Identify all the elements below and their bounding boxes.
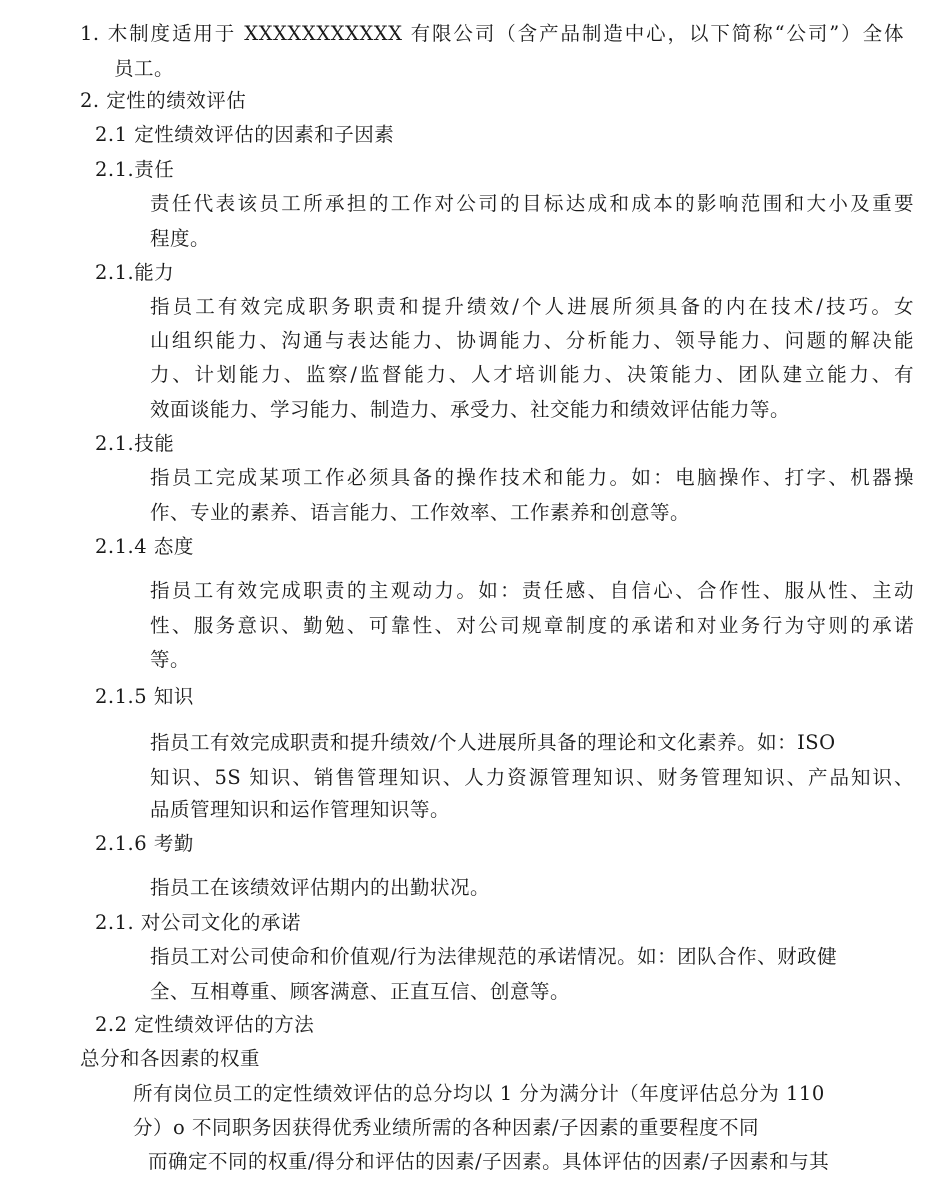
responsibility-line-2: 程度。 [150, 227, 211, 250]
culture-heading: 2.1. 对公司文化的承诺 [95, 911, 301, 934]
knowledge-heading: 2.1.5 知识 [95, 685, 194, 708]
attendance-heading: 2.1.6 考勤 [95, 832, 194, 855]
responsibility-heading: 2.1.责任 [95, 158, 175, 181]
weights-line-1: 所有岗位员工的定性绩效评估的总分均以 1 分为满分计（年度评估总分为 110 [133, 1082, 825, 1105]
culture-line-1: 指员工对公司使命和价值观/行为法律规范的承诺情况。如：团队合作、财政健 [150, 945, 838, 968]
attitude-line-3: 等。 [150, 648, 191, 671]
attitude-heading: 2.1.4 态度 [95, 535, 194, 558]
skill-heading: 2.1.技能 [95, 432, 175, 455]
ability-line-4: 效面谈能力、学习能力、制造力、承受力、社交能力和绩效评估能力等。 [150, 398, 791, 421]
attitude-line-2: 性、服务意识、勤勉、可靠性、对公司规章制度的承诺和对业务行为守则的承诺 [150, 614, 914, 637]
ability-line-3: 力、计划能力、监察/监督能力、人才培训能力、决策能力、团队建立能力、有 [150, 363, 914, 386]
responsibility-line-1: 责任代表该员工所承担的工作对公司的目标达成和成本的影响范围和大小及重要 [150, 192, 914, 215]
weights-line-2: 分）o 不同职务因获得优秀业绩所需的各种因素/子因素的重要程度不同 [133, 1116, 760, 1139]
culture-line-2: 全、互相尊重、顾客满意、正直互信、创意等。 [150, 980, 571, 1003]
attendance-line-1: 指员工在该绩效评估期内的出勤状况。 [150, 876, 491, 899]
knowledge-line-3: 品质管理知识和运作管理知识等。 [150, 798, 451, 821]
section-2-heading: 2. 定性的绩效评估 [80, 89, 247, 112]
ability-line-2: 山组织能力、沟通与表达能力、协调能力、分析能力、领导能力、问题的解决能 [150, 329, 914, 352]
knowledge-line-2: 知识、5S 知识、销售管理知识、人力资源管理知识、财务管理知识、产品知识、 [150, 766, 914, 789]
weights-heading: 总分和各因素的权重 [80, 1047, 261, 1070]
ability-heading: 2.1.能力 [95, 261, 175, 284]
ability-line-1: 指员工有效完成职务职责和提升绩效/个人进展所须具备的内在技术/技巧。女 [150, 295, 914, 318]
knowledge-line-1: 指员工有效完成职责和提升绩效/个人进展所具备的理论和文化素养。如：ISO [150, 731, 836, 754]
skill-line-2: 作、专业的素养、语言能力、工作效率、工作素养和创意等。 [150, 501, 691, 524]
section-2-2-heading: 2.2 定性绩效评估的方法 [95, 1013, 315, 1036]
weights-line-3: 而确定不同的权重/得分和评估的因素/子因素。具体评估的因素/子因素和与其 [148, 1150, 830, 1173]
attitude-line-1: 指员工有效完成职责的主观动力。如：责任感、自信心、合作性、服从性、主动 [150, 579, 914, 602]
clause-1-line-1: 1. 木制度适用于 XXXXXXXXXXX 有限公司（含产品制造中心，以下简称“公司”）全体 [80, 22, 904, 45]
clause-1-line-2: 员工。 [114, 57, 175, 80]
section-2-1-heading: 2.1 定性绩效评估的因素和子因素 [95, 123, 395, 146]
skill-line-1: 指员工完成某项工作必须具备的操作技术和能力。如：电脑操作、打字、机器操 [150, 466, 914, 489]
